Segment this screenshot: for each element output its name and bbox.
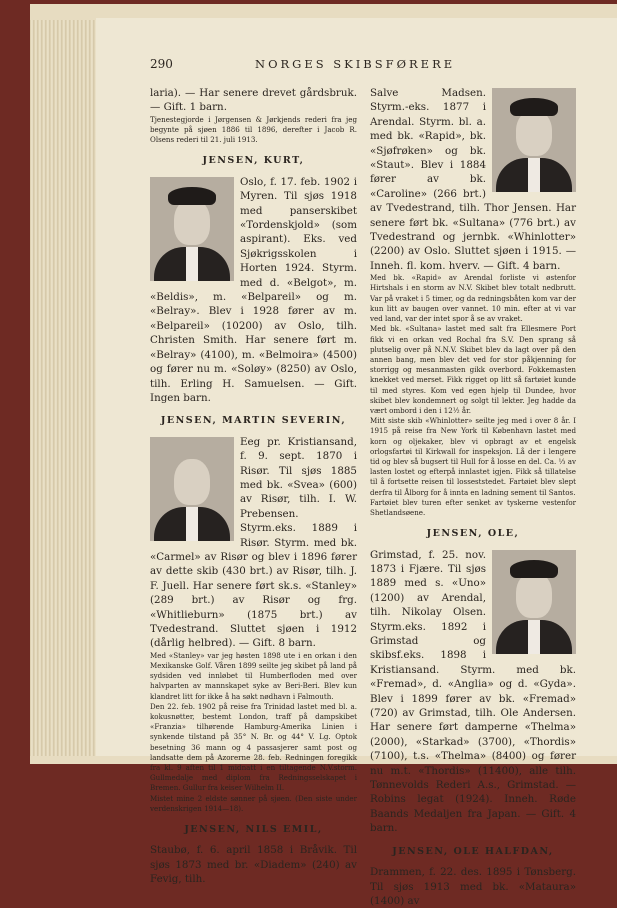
page-number: 290: [150, 57, 173, 71]
left-column: [150, 86, 357, 887]
portrait-photo-martin: [150, 437, 234, 541]
entry-heading-martin: JENSEN, MARTIN SEVERIN,: [160, 415, 347, 427]
entry-text-nils-continued: Salve Madsen. Styrm.-eks. 1877 i Arendal. Styrm. bl. a. med bk. «Rapid», bk. «Sjøfrøken» og bk. «Staut». Blev i 1884 fører av bk. «Caroline» (266 brt.) av Tvedestrand, tilh. Thor Jensen. Har senere ført bk. «Sultana» (776 brt.) av Tvedestrand og jernbk. «Whinlotter» (2200) av Oslo. Sluttet sjøen i 1915. — Inneh. fl. kom. hverv. — Gift. 4 barn.: [370, 87, 576, 272]
entry-text-nils: Staubø, f. 6. april 1858 i Bråvik. Til sjøs 1873 med br. «Diadem» (240) av Fevig, tilh.: [150, 844, 357, 886]
footnote-text: Den 22. feb. 1902 på reise fra Trinidad lastet med bl. a. kokusnøtter, bestemt London, traff på dampskibet «Franzia» tilhørende Hamburg-Amerika Linien i synkende tilstand på 35° N. Br. og 44° V. Lg. Optok besetning 36 mann og 4 passasjerer samt post og landsatte dem på Azorerne 28. feb. Redningen foregikk fra kl. 9 aften til 1 midnatt i en tiltagende N.V.storm. Gullmedalje med diplom fra Redningsselskapet i Bremen. Gullur fra keiser Wilhelm II.: [150, 701, 357, 793]
footnote-text: Fartøiet blev turen efter senket av tyskerne vestenfor Shetlandsøene.: [370, 497, 576, 517]
entry-text-kurt: Oslo, f. 17. feb. 1902 i Myren. Til sjøs 1918 med panserskibet «Tordenskjold» (som aspirant). Eks. ved Sjøkrigsskolen i Horten 1924. Styrm. med d. «Belgot», m. «Beldis», m. «Belpareil» og m. «Belray». Blev i 1928 fører av m. «Belpareil» (10200) av Oslo, tilh. Christen Smith. Har senere ført m. «Belray» (4100), m. «Belmoira» (4500) og fører nu m. «Soløy» (8250) av Oslo, tilh. Erling H. Samuelsen. — Gift. Ingen barn.: [150, 175, 357, 404]
footnote-text: Med bk. «Sultana» lastet med salt fra Ellesmere Port fikk vi en orkan ved Rochal fra S.V. Den sprang så plutselig over på N.N.V. Skibet blev da lagt over på den annen bang, men blev det ved for stor påkjenning for storrigg og mesanmasten gikk overbord. Fokkemasten knekket ved merset. Fikk rigget op litt så fartøiet kunde til med styres. Kom ved egen hjelp til Dundee, hvor skibet blev kondemnert og solgt til lekter. Jeg hadde da vært ombord i den i 12½ år.: [370, 324, 576, 415]
continued-text: laria). — Har senere drevet gårdsbruk. — Gift. 1 barn.: [150, 87, 357, 114]
portrait-photo-ole: [492, 550, 576, 654]
entry-text-ole-halfdan: Drammen, f. 22. des. 1895 i Tønsberg. Til sjøs 1913 med bk. «Mataura» (1400) av: [370, 866, 576, 907]
entry-heading-nils: JENSEN, NILS EMIL,: [184, 824, 323, 836]
portrait-photo-nils: [492, 88, 576, 192]
running-title: NORGES SKIBSFØRERE: [255, 57, 456, 71]
footnote-text: Med «Stanley» var jeg høsten 1898 ute i en orkan i den Mexikanske Golf. Våren 1899 seilte jeg skibet på land på sydsiden ved innløbet til Humberfloden med over halvparten av mannskapet syke av Beri-Beri. Blev kun klandret litt for ikke å ha søkt nødhavn i Falmouth.: [150, 650, 357, 701]
page-header: [150, 57, 610, 73]
footnote-text: Med bk. «Rapid» av Arendal forliste vi østenfor Hirtshals i en storm av N.V. Skibet blev totalt nedbrutt. Var på vraket i 5 timer, og da redningsbåten kom var der kun litt av baugen over vannet. 10 min. efter at vi var ved land, var der intet spor å se av vraket.: [370, 273, 576, 324]
page-edges: [30, 20, 96, 756]
footnote-text: Mitt siste skib «Whinlotter» seilte jeg med i over 8 år. I 1915 på reise fra New York til København lastet med korn og oljekaker, blev vi opbragt av et engelsk orlogsfartøi til Kirkwall for inspeksjon. Lå der i lengere tid og blev så bugsert til Hull for å losse en del. Ca. ⅓ av lasten lostet og efterpå innlastet igjen. Fikk så tillatelse til å fortsette reisen til losseststedet. Fartøiet blev slept derfra til Ålborg for å innta en ladning sement til Santos.: [370, 416, 576, 497]
right-column: [370, 86, 576, 908]
entry-heading-ole: JENSEN, OLE,: [426, 528, 520, 540]
entry-text-martin: Eeg pr. Kristiansand, f. 9. sept. 1870 i Risør. Til sjøs 1885 med bk. «Svea» (600) av Risør, tilh. I. W. Prebensen. Styrm.eks. 1889 i Risør. Styrm. med bk. «Carmel» av Risør og blev i 1896 fører av dette skib (430 brt.) av Risør, tilh. J. F. Juell. Har senere ført sk.s. «Stanley» (289 brt.) av Risør og frg. «Whitlieburn» (1875 brt.) av Tvedestrand. Sluttet sjøen i 1912 (dårlig helbred). — Gift. 8 barn.: [150, 435, 357, 650]
portrait-photo-kurt: [150, 177, 234, 281]
footnote-text: Mistet mine 2 eldste sønner på sjøen. (Den siste under verdenskrigen 1914—18).: [150, 793, 357, 813]
entry-heading-kurt: JENSEN, KURT,: [202, 155, 305, 167]
entry-heading-ole-halfdan: JENSEN, OLE HALFDAN,: [392, 845, 554, 857]
footnote-text: Tjenestegjorde i Jørgensen & Jørkjends rederi fra jeg begynte på sjøen 1886 til 1896, derefter i Jacob R. Olsens rederi til 21. juli 1913.: [150, 114, 357, 145]
entry-text-ole: Grimstad, f. 25. nov. 1873 i Fjære. Til sjøs 1889 med s. «Uno» (1200) av Arendal, tilh. Nikolay Olsen. Styrm.eks. 1892 i Grimstad og skibsf.eks. 1898 i Kristiansand. Styrm. med bk. «Fremad», d. «Anglia» og d. «Gyda». Blev i 1899 fører av bk. «Fremad» (720) av Grimstad, tilh. Ole Andersen. Har senere ført damperne «Thelma» (2000), «Starkad» (3700), «Thordis» (7100), t.s. «Thelma» (8400) og fører nu m.t. «Thordis» (11400), alle tilh. Tønnevolds Rederi A.s., Grimstad. — Robins legat (1924). Inneh. Røde Baands Medaljen fra Japan. — Gift. 4 barn.: [370, 548, 576, 835]
